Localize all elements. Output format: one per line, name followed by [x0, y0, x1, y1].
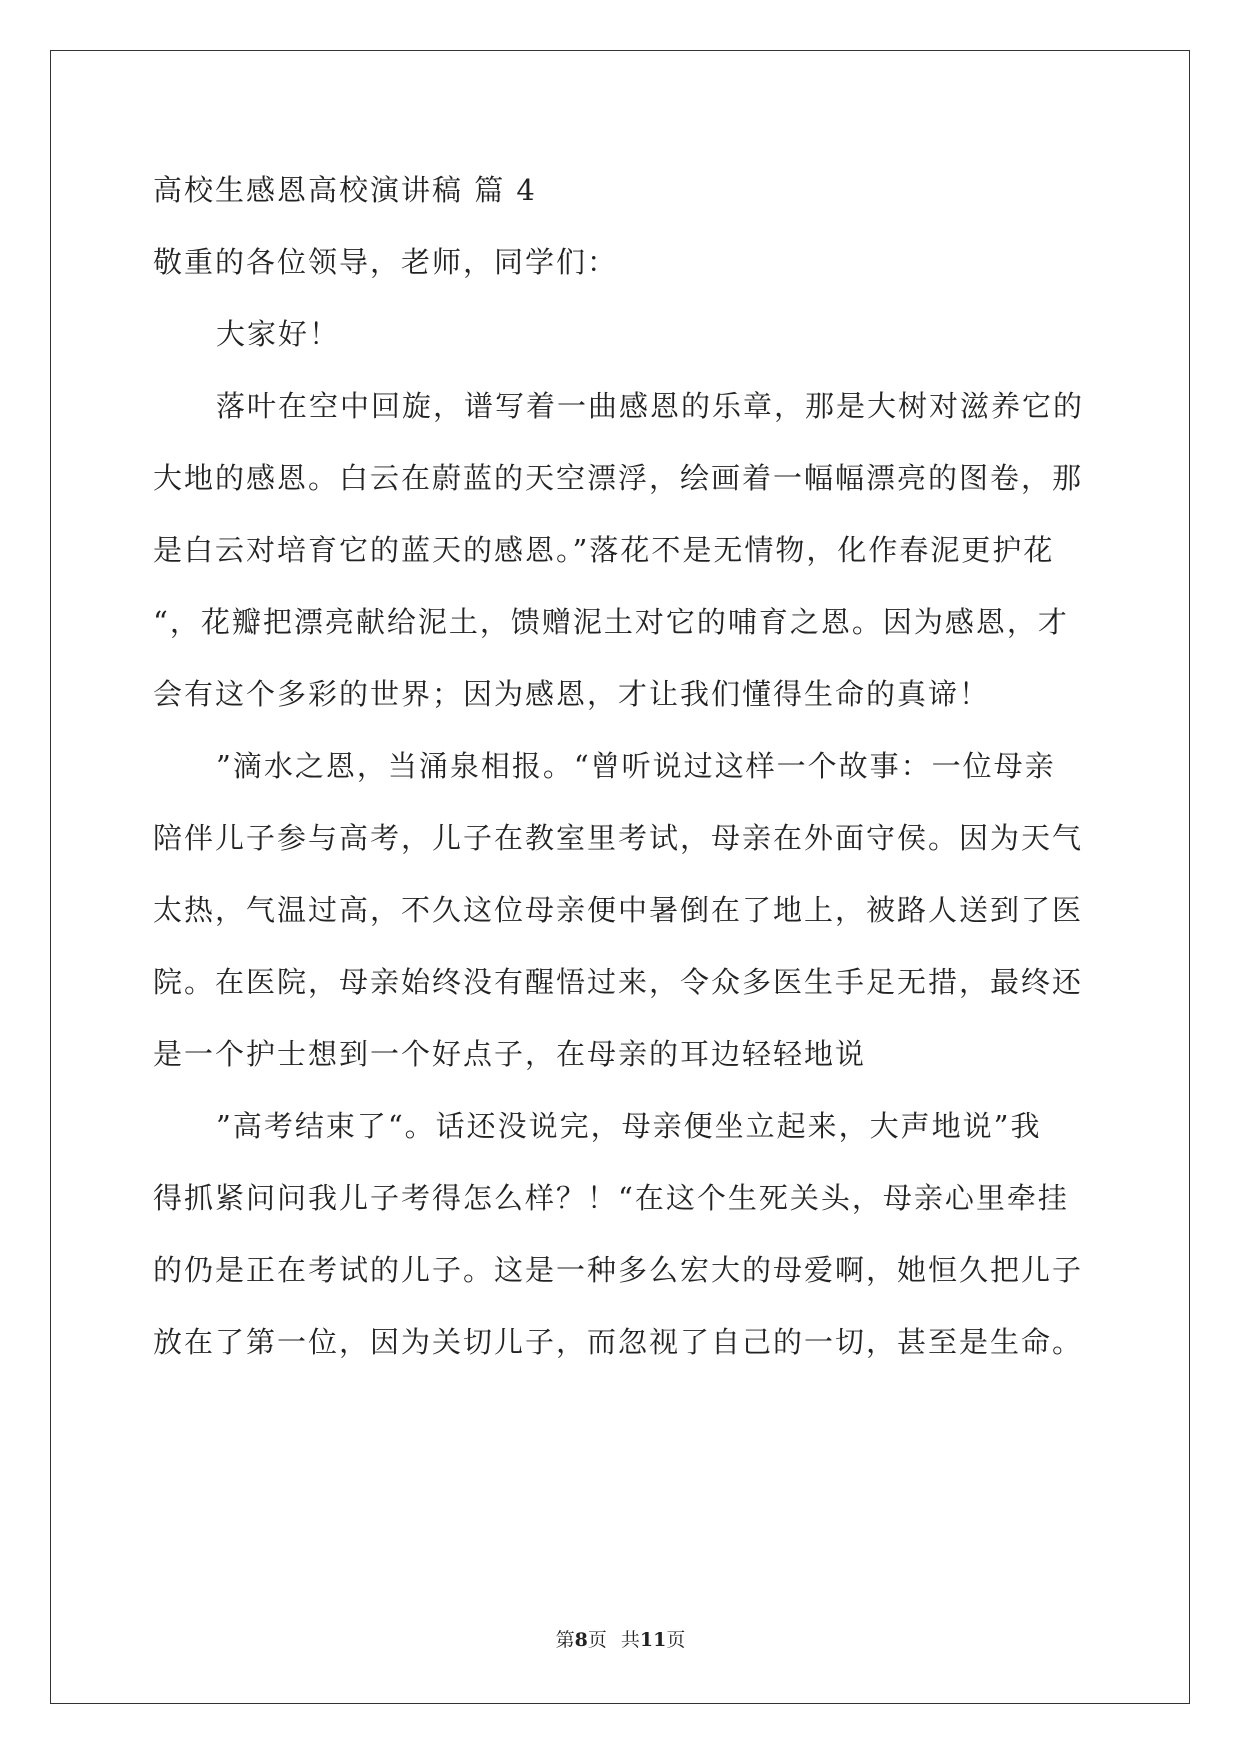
page-prefix: 第 [555, 1629, 575, 1651]
greeting: 大家好！ [216, 317, 341, 351]
salutation: 敬重的各位领导，老师，同学们： [153, 245, 619, 279]
paragraph-line: 太热，气温过高，不久这位母亲便中暑倒在了地上，被路人送到了医 [153, 893, 1084, 927]
total-unit: 页 [666, 1629, 686, 1651]
page-number-footer [0, 1628, 1241, 1652]
paragraph-line: 院。在医院，母亲始终没有醒悟过来，令众多医生手足无措，最终还 [153, 965, 1084, 999]
paragraph-line: 得抓紧问问我儿子考得怎么样？！“在这个生死关头，母亲心里牵挂 [153, 1181, 1069, 1215]
page-unit: 页 [587, 1629, 607, 1651]
paragraph-line: 大地的感恩。白云在蔚蓝的天空漂浮，绘画着一幅幅漂亮的图卷，那 [153, 461, 1084, 495]
paragraph-line: 陪伴儿子参与高考，儿子在教室里考试，母亲在外面守侯。因为天气 [153, 821, 1084, 855]
paragraph-line: 落叶在空中回旋，谱写着一曲感恩的乐章，那是大树对滋养它的 [216, 389, 1085, 423]
paragraph-line: 会有这个多彩的世界；因为感恩，才让我们懂得生命的真谛！ [153, 677, 991, 711]
current-page-number: 8 [574, 1629, 588, 1651]
paragraph-line: 是白云对培育它的蓝天的感恩。”落花不是无情物，化作春泥更护花 [153, 533, 1055, 567]
paragraph-line: 是一个护士想到一个好点子，在母亲的耳边轻轻地说 [153, 1037, 867, 1071]
paragraph-line: ”高考结束了“。话还没说完，母亲便坐立起来，大声地说”我 [216, 1109, 1042, 1143]
paragraph-line: 的仍是正在考试的儿子。这是一种多么宏大的母爱啊，她恒久把儿子 [153, 1253, 1084, 1287]
paragraph-line: 放在了第一位，因为关切儿子，而忽视了自己的一切，甚至是生命。 [153, 1325, 1084, 1359]
document-heading: 高校生感恩高校演讲稿 篇 4 [153, 173, 537, 207]
total-page-number: 11 [639, 1629, 667, 1651]
paragraph-line: “，花瓣把漂亮献给泥土，馈赠泥土对它的哺育之恩。因为感恩，才 [153, 605, 1069, 639]
total-prefix: 共 [620, 1629, 640, 1651]
document-body [153, 170, 1089, 1394]
paragraph-line: ”滴水之恩，当涌泉相报。“曾听说过这样一个故事：一位母亲 [216, 749, 1056, 783]
